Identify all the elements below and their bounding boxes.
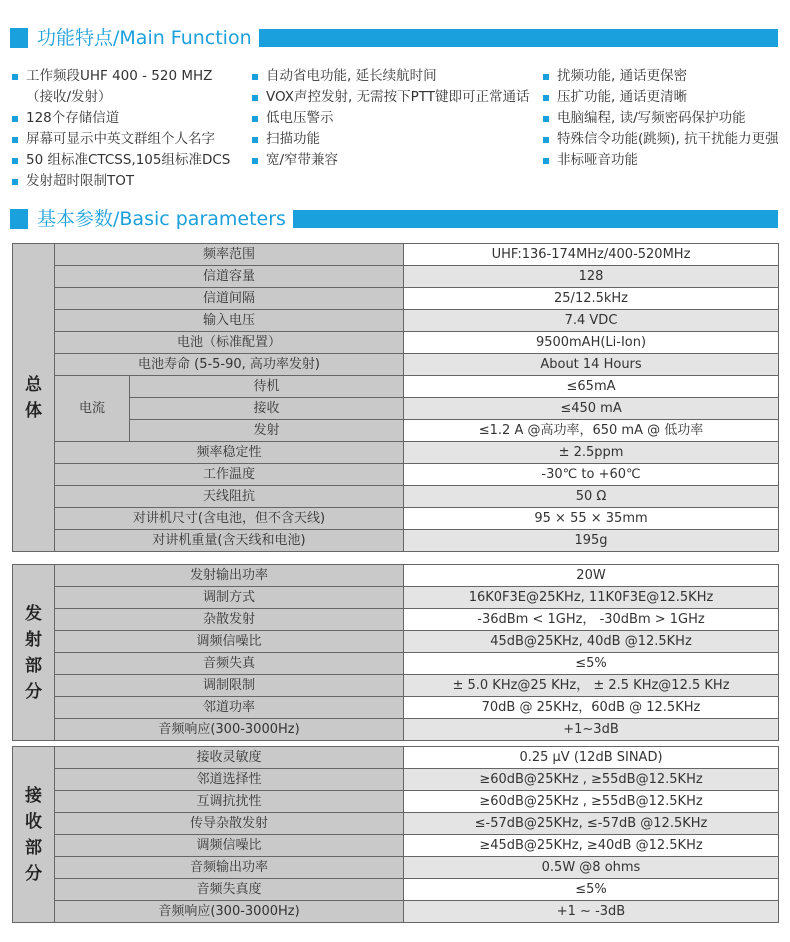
- table-row: [13, 354, 779, 376]
- param-value: 95 × 55 × 35mm: [404, 508, 779, 530]
- param-value: ≤65mA: [404, 376, 779, 398]
- table-row: [13, 266, 779, 288]
- param-label: 调频信噪比: [55, 631, 404, 653]
- header-accent-block: [10, 28, 28, 48]
- param-label: 音频响应(300-3000Hz): [55, 719, 404, 741]
- feature-text: 压扩功能, 通话更清晰: [557, 89, 688, 105]
- feature-list: [12, 66, 782, 196]
- bullet-icon: [252, 116, 258, 122]
- param-label: 调制限制: [55, 675, 404, 697]
- basic-parameters-title: 基本参数/Basic parameters: [37, 208, 286, 230]
- bullet-icon: [12, 137, 18, 143]
- param-label: 传导杂散发射: [55, 813, 404, 835]
- param-value: 128: [404, 266, 779, 288]
- bullet-icon: [252, 95, 258, 101]
- param-label: 信道容量: [55, 266, 404, 288]
- param-label: 频率范围: [55, 244, 404, 266]
- param-value: 45dB@25KHz, 40dB @12.5KHz: [404, 631, 779, 653]
- table-row: [13, 675, 779, 697]
- feature-text: 自动省电功能, 延长续航时间: [266, 68, 437, 84]
- bullet-icon: [252, 158, 258, 164]
- table-row: [13, 879, 779, 901]
- param-label: 频率稳定性: [55, 442, 404, 464]
- feature-column-2: [252, 66, 530, 171]
- param-value: 0.25 μV (12dB SINAD): [404, 747, 779, 769]
- param-value: 0.5W @8 ohms: [404, 857, 779, 879]
- param-value: ≥45dB@25KHz, ≥40dB @12.5KHz: [404, 835, 779, 857]
- param-label: 音频输出功率: [55, 857, 404, 879]
- table-row: [13, 530, 779, 552]
- feature-text: 宽/窄带兼容: [266, 152, 339, 168]
- param-value: UHF:136-174MHz/400-520MHz: [404, 244, 779, 266]
- feature-item: [12, 108, 230, 129]
- param-value: 9500mAH(Li-Ion): [404, 332, 779, 354]
- feature-text: 扫描功能: [266, 131, 320, 147]
- param-value: ≥60dB@25KHz , ≥55dB@12.5KHz: [404, 769, 779, 791]
- feature-item: [12, 171, 230, 192]
- table-row: [13, 376, 779, 398]
- table-row: [13, 310, 779, 332]
- param-value: ≤5%: [404, 653, 779, 675]
- feature-text: 扰频功能, 通话更保密: [557, 68, 688, 84]
- header-accent-block: [10, 209, 28, 229]
- table-row: [13, 835, 779, 857]
- param-value: +1 ~ -3dB: [404, 901, 779, 923]
- current-label: 电流: [55, 376, 130, 442]
- param-value: 7.4 VDC: [404, 310, 779, 332]
- feature-item: [12, 66, 230, 108]
- param-value: -36dBm < 1GHz， -30dBm > 1GHz: [404, 609, 779, 631]
- bullet-icon: [543, 158, 549, 164]
- feature-text: 低电压警示: [266, 110, 334, 126]
- feature-item: [252, 87, 530, 108]
- param-value: -30℃ to +60℃: [404, 464, 779, 486]
- bullet-icon: [252, 137, 258, 143]
- bullet-icon: [543, 116, 549, 122]
- param-value: 70dB @ 25KHz，60dB @ 12.5KHz: [404, 697, 779, 719]
- bullet-icon: [252, 74, 258, 80]
- param-label: 对讲机尺寸(含电池，但不含天线): [55, 508, 404, 530]
- table-row: [13, 288, 779, 310]
- feature-item: [252, 150, 530, 171]
- feature-item: [252, 66, 530, 87]
- param-label: 邻道功率: [55, 697, 404, 719]
- param-value: About 14 Hours: [404, 354, 779, 376]
- param-label: 输入电压: [55, 310, 404, 332]
- category-cell: 发 射 部 分: [13, 565, 55, 741]
- param-label: 对讲机重量(含天线和电池): [55, 530, 404, 552]
- param-value: ≤5%: [404, 879, 779, 901]
- feature-text: VOX声控发射, 无需按下PTT键即可正常通话: [266, 89, 530, 105]
- table-row: [13, 631, 779, 653]
- param-value: 25/12.5kHz: [404, 288, 779, 310]
- param-value: +1~3dB: [404, 719, 779, 741]
- table-row: [13, 442, 779, 464]
- bullet-icon: [543, 137, 549, 143]
- bullet-icon: [12, 116, 18, 122]
- param-label: 音频失真: [55, 653, 404, 675]
- bullet-icon: [12, 158, 18, 164]
- table-row: [13, 609, 779, 631]
- param-label: 音频失真度: [55, 879, 404, 901]
- param-value: ≥60dB@25KHz , ≥55dB@12.5KHz: [404, 791, 779, 813]
- bullet-icon: [543, 95, 549, 101]
- feature-item: [543, 108, 779, 129]
- table-row: [13, 486, 779, 508]
- param-label: 电池（标准配置）: [55, 332, 404, 354]
- table-row: [13, 244, 779, 266]
- param-label: 发射输出功率: [55, 565, 404, 587]
- param-label: 互调抗扰性: [55, 791, 404, 813]
- table-row: [13, 464, 779, 486]
- param-label: 接收: [130, 398, 404, 420]
- param-label: 接收灵敏度: [55, 747, 404, 769]
- table-row: [13, 769, 779, 791]
- header-accent-bar: [293, 210, 778, 228]
- param-label: 工作温度: [55, 464, 404, 486]
- feature-column-3: [543, 66, 779, 171]
- feature-text: 128个存储信道: [26, 110, 120, 126]
- feature-column-1: [12, 66, 230, 192]
- feature-text: 50 组标准CTCSS,105组标准DCS: [26, 152, 231, 168]
- transmit-parameters-table: [12, 564, 779, 741]
- receive-parameters-table: [12, 746, 779, 923]
- feature-text: 发射超时限制TOT: [26, 173, 135, 189]
- feature-item: [543, 129, 779, 150]
- param-label: 电池寿命 (5-5-90, 高功率发射): [55, 354, 404, 376]
- param-value: ≤450 mA: [404, 398, 779, 420]
- bullet-icon: [12, 74, 18, 80]
- param-value: 20W: [404, 565, 779, 587]
- table-row: [13, 747, 779, 769]
- main-function-header: [10, 27, 778, 49]
- feature-text: 屏幕可显示中英文群组个人名字: [26, 131, 215, 147]
- main-function-title: 功能特点/Main Function: [37, 27, 252, 49]
- param-label: 信道间隔: [55, 288, 404, 310]
- basic-parameters-header: [10, 208, 778, 230]
- param-value: ≤-57dB@25KHz, ≤-57dB @12.5KHz: [404, 813, 779, 835]
- table-row: [13, 813, 779, 835]
- feature-item: [543, 87, 779, 108]
- table-row: [13, 653, 779, 675]
- param-label: 调制方式: [55, 587, 404, 609]
- table-row: [13, 508, 779, 530]
- table-row: [13, 587, 779, 609]
- param-value: ± 2.5ppm: [404, 442, 779, 464]
- feature-item: [543, 66, 779, 87]
- param-label: 音频响应(300-3000Hz): [55, 901, 404, 923]
- table-row: [13, 332, 779, 354]
- param-label: 调频信噪比: [55, 835, 404, 857]
- param-label: 天线阻抗: [55, 486, 404, 508]
- param-label: 发射: [130, 420, 404, 442]
- feature-item: [252, 129, 530, 150]
- table-row: [13, 565, 779, 587]
- header-accent-bar: [259, 29, 778, 47]
- general-parameters-table: [12, 243, 779, 552]
- table-row: [13, 791, 779, 813]
- category-cell: 接 收 部 分: [13, 747, 55, 923]
- feature-subtext: （接收/发射）: [26, 89, 112, 105]
- feature-text: 电脑编程, 读/写频密码保护功能: [557, 110, 746, 126]
- feature-text: 非标哑音功能: [557, 152, 638, 168]
- feature-text: 工作频段UHF 400 - 520 MHZ: [26, 68, 213, 84]
- param-value: ± 5.0 KHz@25 KHz， ± 2.5 KHz@12.5 KHz: [404, 675, 779, 697]
- feature-item: [12, 129, 230, 150]
- param-value: 195g: [404, 530, 779, 552]
- bullet-icon: [543, 74, 549, 80]
- param-value: ≤1.2 A @高功率，650 mA @ 低功率: [404, 420, 779, 442]
- category-cell: 总 体: [13, 244, 55, 552]
- param-label: 杂散发射: [55, 609, 404, 631]
- param-label: 待机: [130, 376, 404, 398]
- param-label: 邻道选择性: [55, 769, 404, 791]
- table-row: [13, 857, 779, 879]
- table-row: [13, 901, 779, 923]
- table-row: [13, 719, 779, 741]
- feature-item: [543, 150, 779, 171]
- feature-item: [252, 108, 530, 129]
- feature-item: [12, 150, 230, 171]
- param-value: 50 Ω: [404, 486, 779, 508]
- param-value: 16K0F3E@25KHz, 11K0F3E@12.5KHz: [404, 587, 779, 609]
- feature-text: 特殊信令功能(跳频), 抗干扰能力更强: [557, 131, 779, 147]
- table-row: [13, 697, 779, 719]
- bullet-icon: [12, 179, 18, 185]
